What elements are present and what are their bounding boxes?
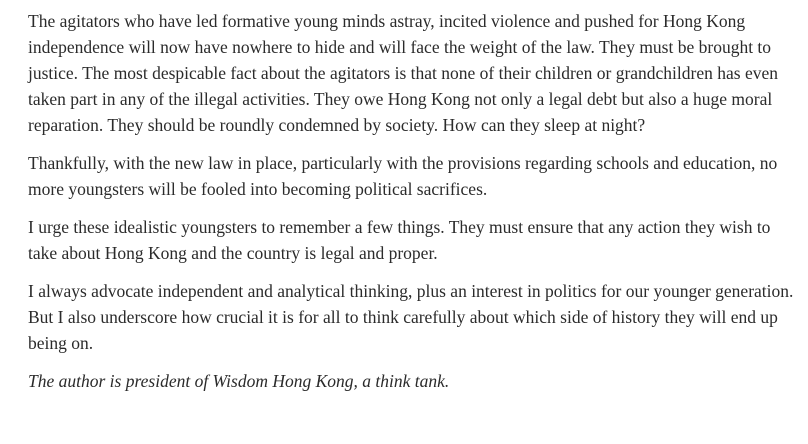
article-paragraph-3: I urge these idealistic youngsters to remember a few things. They must ensure that any action they wish to take about Hong Kong and the country is legal and proper. [28,217,771,263]
article-body [28,8,798,394]
article-paragraph-2: Thankfully, with the new law in place, particularly with the provisions regarding schools and education, no more youngsters will be fooled into becoming political sacrifices. [28,153,778,199]
article-paragraph-1: The agitators who have led formative young minds astray, incited violence and pushed for Hong Kong independence will now have nowhere to hide and will face the weight of the law. They must be brought to justice. The most despicable fact about the agitators is that none of their children or grandchildren has even taken part in any of the illegal activities. They owe Hong Kong not only a legal debt but also a huge moral reparation. They should be roundly condemned by society. How can they sleep at night? [28,11,778,135]
article-paragraph-4: I always advocate independent and analytical thinking, plus an interest in politics for our younger generation. But I also underscore how crucial it is for all to think carefully about which side of history they will end up being on. [28,281,794,353]
author-note: The author is president of Wisdom Hong Kong, a think tank. [28,371,450,391]
